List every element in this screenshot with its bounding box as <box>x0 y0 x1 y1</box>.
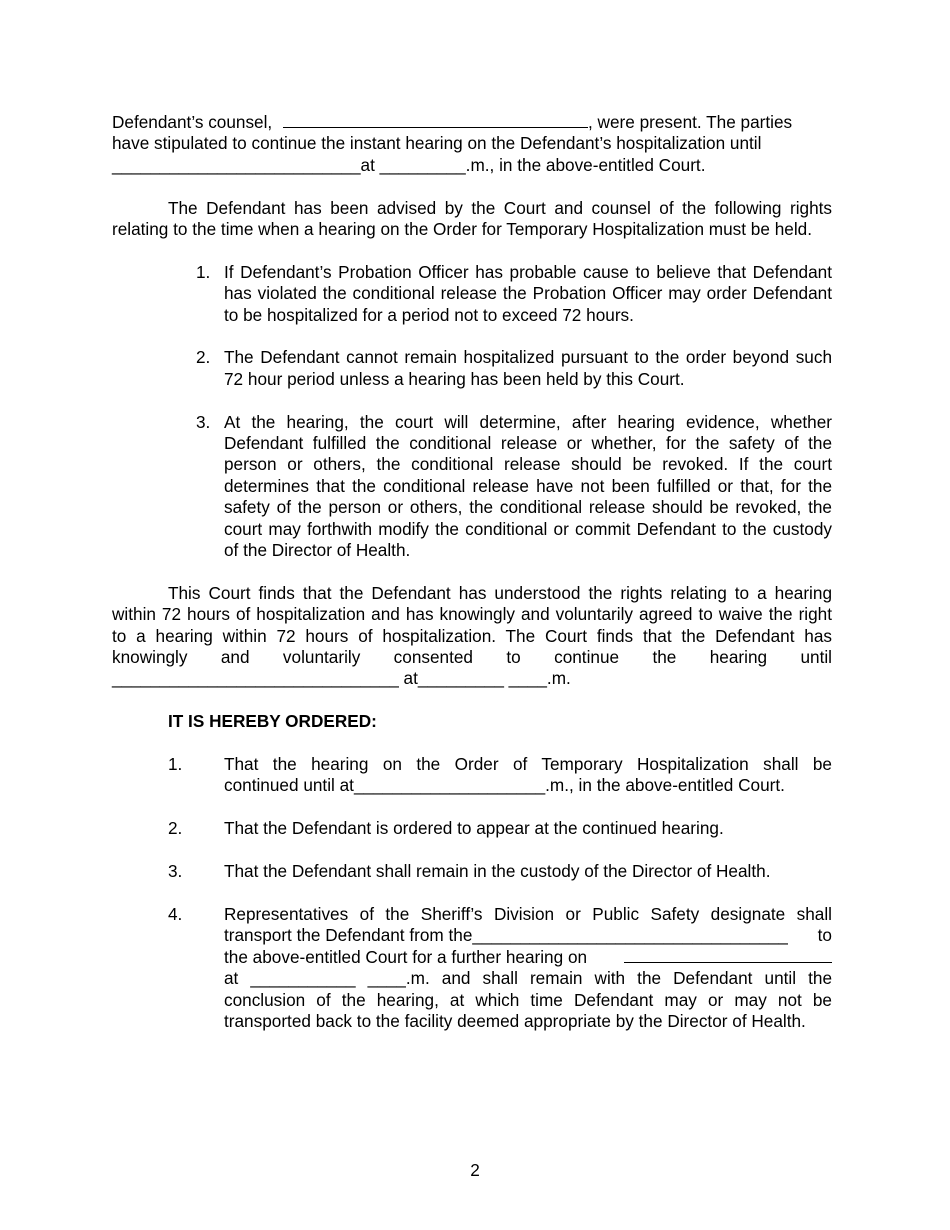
list-item <box>196 412 832 562</box>
intro-line3: __________________________at _________.m., in the above-entitled Court. <box>112 154 706 175</box>
list-number: 1. <box>196 261 211 282</box>
findings-last-line: ______________________________ at_________ ____.m. <box>112 668 571 689</box>
list-number: 2. <box>196 347 211 368</box>
intro-line1-lead: Defendant’s counsel, <box>112 112 273 132</box>
order4-line4-lead: at <box>224 968 239 989</box>
hearing-time-blanks[interactable]: ___________ ____ <box>250 968 406 989</box>
list-item <box>196 262 832 326</box>
order4-line2-lead: transport the Defendant from the <box>224 925 473 946</box>
list-number: 3. <box>196 411 211 432</box>
list-item <box>168 861 832 882</box>
list-item <box>168 904 832 1032</box>
orders-list <box>112 754 832 1032</box>
findings-paragraph <box>112 583 832 690</box>
list-number: 2. <box>168 818 183 839</box>
list-number: 3. <box>168 861 183 882</box>
order4-line4-tail: .m. and shall remain with the Defendant until the conclusion of the hearing, at which time Defendant may or may not be transported back to the facility deemed appropriate by the Director of Health. <box>224 968 833 1031</box>
list-text: If Defendant’s Probation Officer has probable cause to believe that Defendant has violated the conditional release the Probation Officer may order Defendant to be hospitalized for a period not to exceed 72 hours. <box>224 261 832 325</box>
list-text: At the hearing, the court will determine, after hearing evidence, whether Defendant fulfilled the conditional release or whether, for the safety of the person or others, the conditional release should be revoked. If the court determines that the conditional release have not been fulfilled or that, for the safety of the person or others, the conditional release should be revoked, the court may forthwith modify the conditional or commit Defendant to the custody of the Director of Health. <box>224 411 832 561</box>
intro-line1-tail: , were present. The parties <box>588 112 793 132</box>
list-number: 1. <box>168 754 183 775</box>
intro-paragraph <box>112 112 832 176</box>
advised-paragraph: The Defendant has been advised by the Court and counsel of the following rights relating to the time when a hearing on the Order for Temporary Hospitalization must be held. <box>112 197 832 240</box>
order4-line2-tail: to <box>817 925 832 946</box>
list-item <box>196 347 832 390</box>
hearing-date-blank[interactable] <box>624 947 832 963</box>
order1-line2: continued until at____________________.m., in the above-entitled Court. <box>224 775 785 796</box>
list-text: That the Defendant shall remain in the custody of the Director of Health. <box>224 861 771 882</box>
transport-from-blank[interactable]: _________________________________ <box>472 925 788 946</box>
list-item <box>168 754 832 797</box>
document-page <box>112 112 832 1032</box>
counsel-blank[interactable] <box>283 112 588 128</box>
list-item <box>168 818 832 839</box>
order1-line1: That the hearing on the Order of Temporary Hospitalization shall be <box>224 754 832 775</box>
order4-line1: Representatives of the Sheriff’s Division or Public Safety designate shall <box>224 903 832 924</box>
order4-line3-lead: the above-entitled Court for a further hearing on <box>224 946 588 967</box>
list-text: That the Defendant is ordered to appear at the continued hearing. <box>224 818 724 839</box>
list-text: The Defendant cannot remain hospitalized pursuant to the order beyond such 72 hour period unless a hearing has been held by this Court. <box>224 347 832 389</box>
page-number: 2 <box>470 1160 480 1180</box>
ordered-heading: IT IS HEREBY ORDERED: <box>168 711 377 732</box>
findings-text: This Court finds that the Defendant has understood the rights relating to a hearing within 72 hours of hospitalization and has knowingly and voluntarily agreed to waive the right to a hearing within 72 hours of hospitalization. The Court finds that the Defendant has knowingly and voluntarily consented to continue the hearing until <box>112 582 832 668</box>
list-number: 4. <box>168 903 183 924</box>
rights-list <box>196 262 832 562</box>
intro-line2: have stipulated to continue the instant hearing on the Defendant’s hospitalization until <box>112 133 762 154</box>
